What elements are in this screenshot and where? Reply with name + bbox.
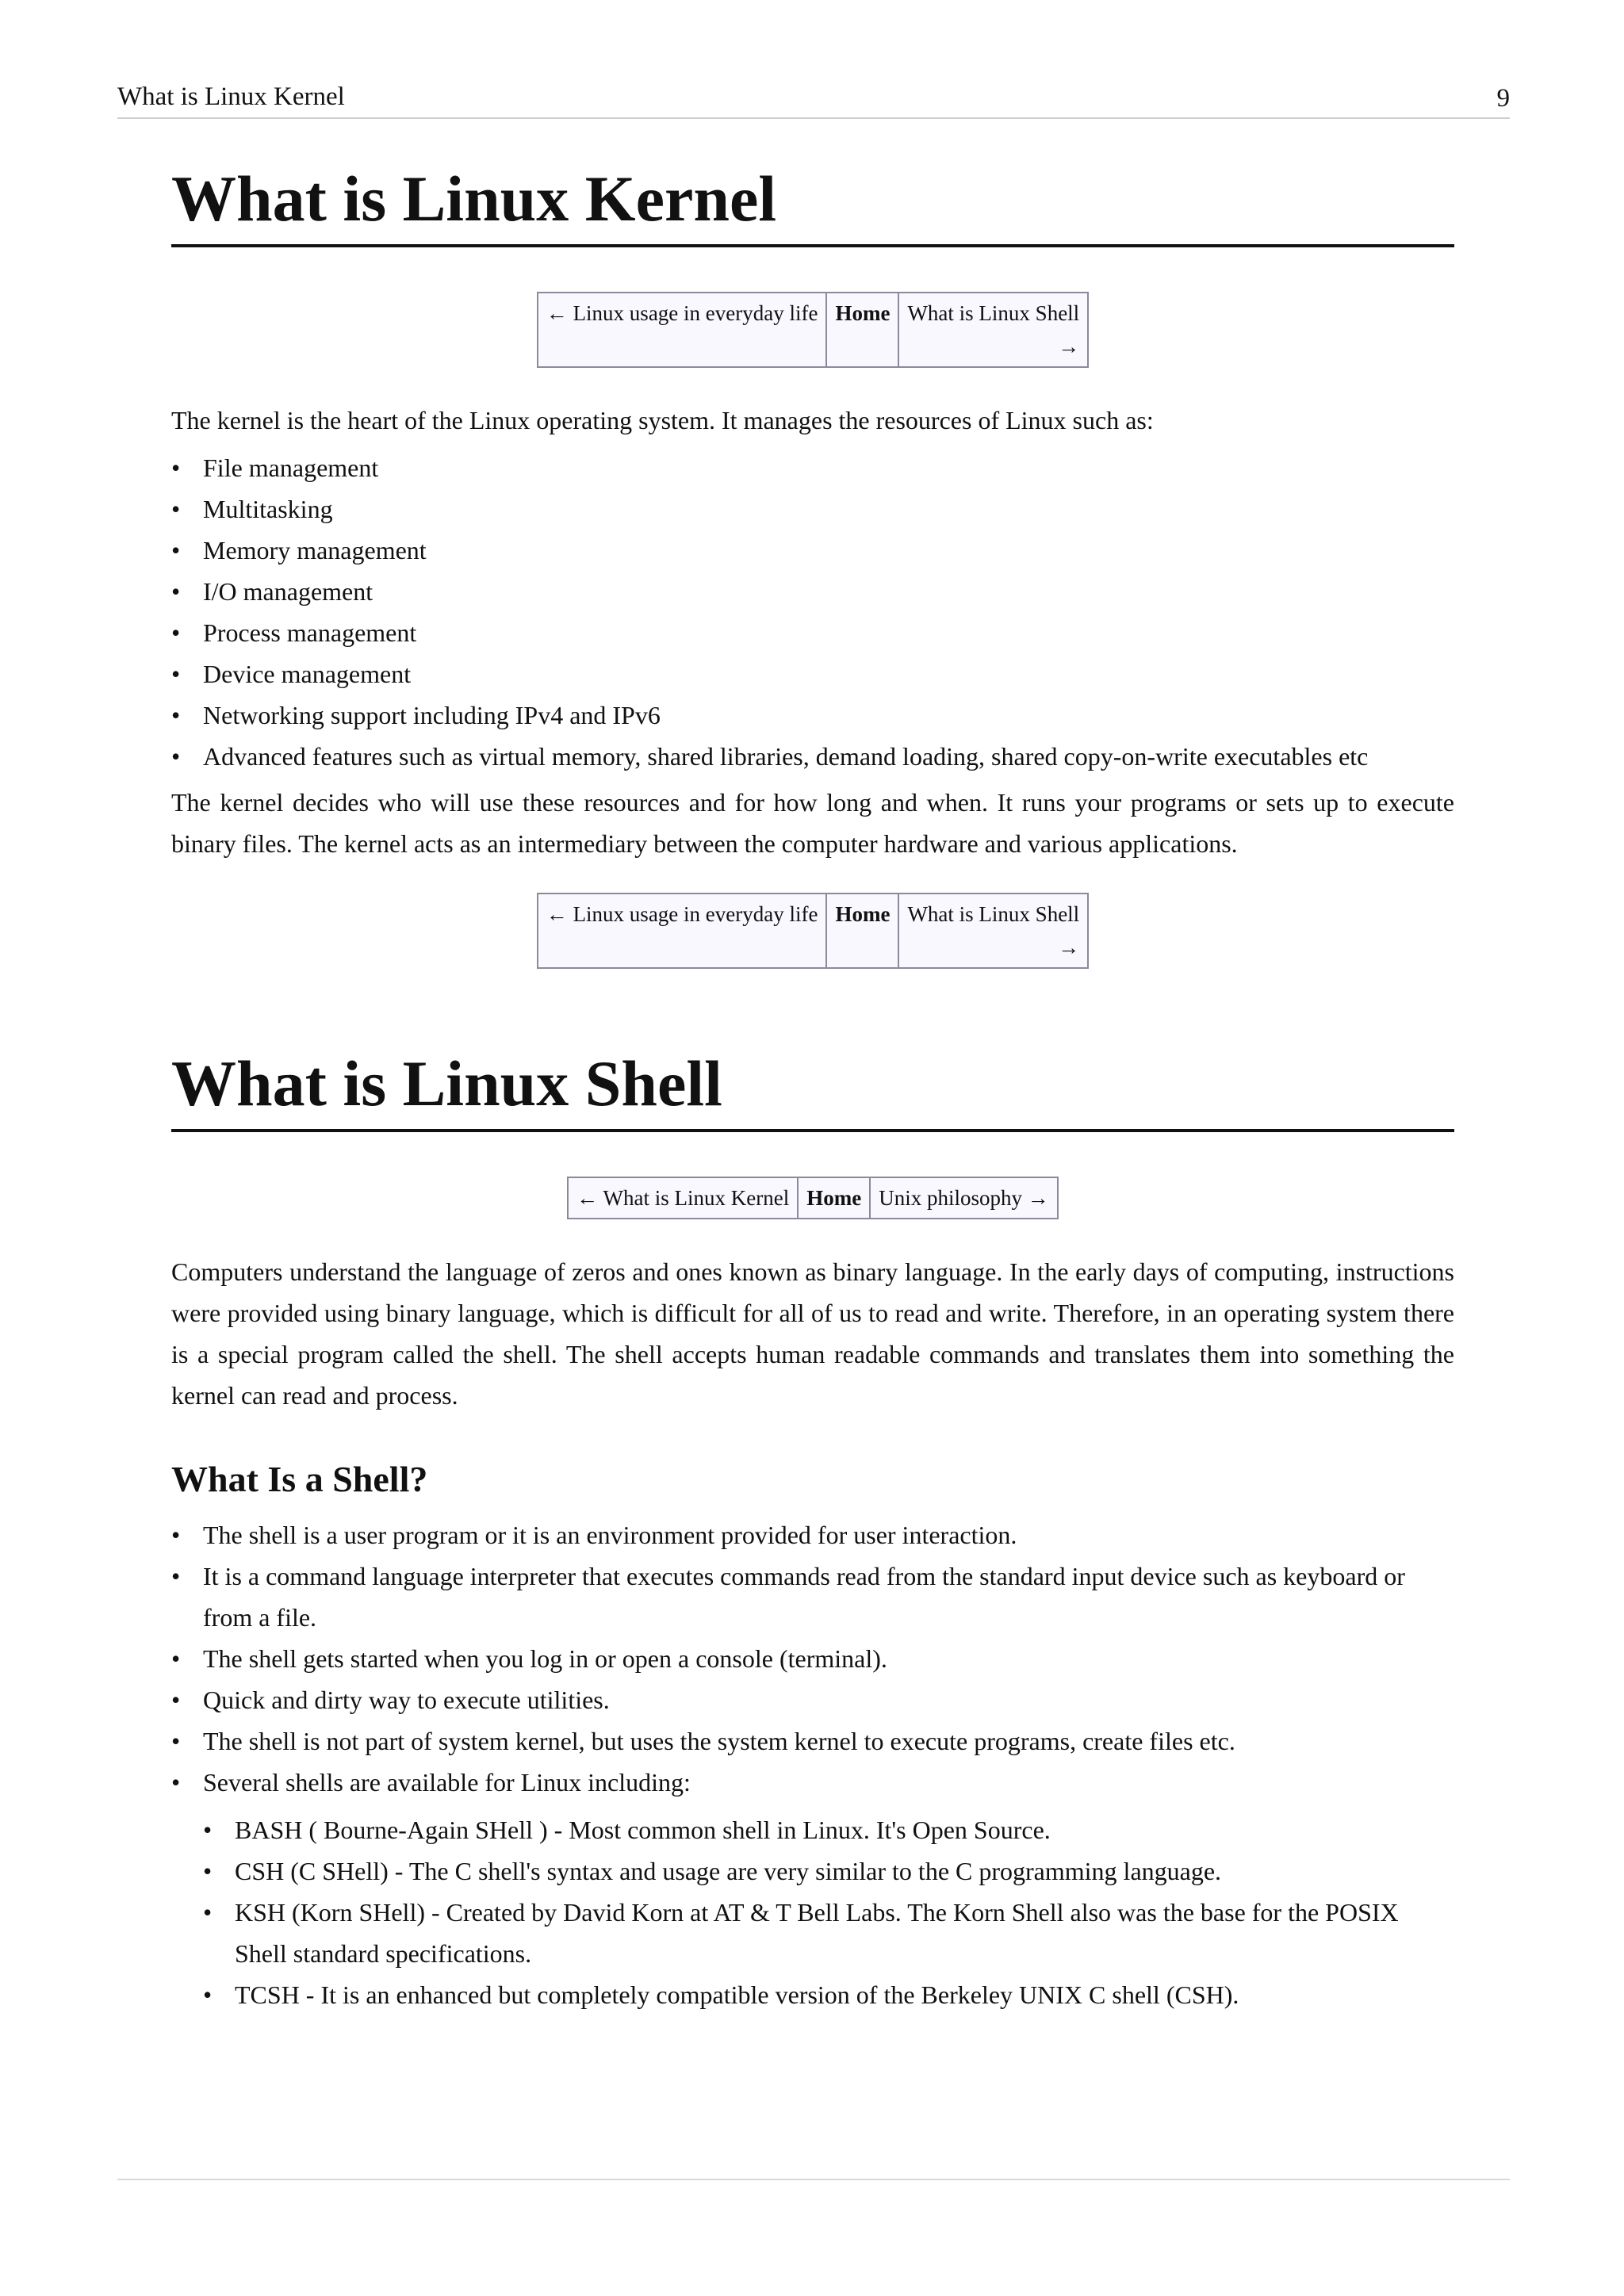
footer-divider [117,2179,1510,2180]
kernel-section-title: What is Linux Kernel [171,155,1454,247]
list-item: • TCSH - It is an enhanced but completely compatible version of the Berkeley UNIX C shell (CSH). [235,1974,1454,2015]
nav-next-arrow: → [1058,936,1080,959]
page-number: 9 [1496,84,1510,113]
running-title: What is Linux Kernel [117,82,345,111]
nav-next-link[interactable] [898,293,1088,367]
shell-points-list [171,1514,1454,2015]
list-item: • Networking support including IPv4 and IPv6 [203,695,1454,736]
list-item: • The shell is a user program or it is an environment provided for user interaction. [203,1514,1454,1556]
list-item: • Device management [203,653,1454,695]
nav-prev-link[interactable]: ← What is Linux Kernel [568,1177,798,1219]
nav-next-link[interactable] [898,894,1088,968]
nav-next-label: What is Linux Shell [907,301,1080,325]
kernel-nav-top [171,292,1454,368]
page-header [117,76,1510,119]
nav-table [567,1177,1058,1219]
kernel-intro: The kernel is the heart of the Linux operating system. It manages the resources of Linux such as: [171,406,1154,434]
list-item: • The shell gets started when you log in or open a console (terminal). [203,1638,1454,1679]
list-item: • Memory management [203,530,1454,571]
list-item-text: Several shells are available for Linux including: [203,1768,691,1797]
list-item: • Advanced features such as virtual memory, shared libraries, demand loading, shared copy-on-write executables etc [203,736,1454,777]
nav-table [537,893,1089,969]
shell-types-list [203,1809,1454,2015]
shell-section-title: What is Linux Shell [171,1040,1454,1132]
list-item: • Quick and dirty way to execute utilities. [203,1679,1454,1720]
list-item: • Process management [203,612,1454,653]
shell-intro: Computers understand the language of zeros and ones known as binary language. In the early days of computing, instructions were provided using binary language, which is difficult for all of us to read and write. Therefore, in an operating system there is a special program called the shell. The shell accepts human readable commands and translates them into something the kernel can read and process. [171,1257,1454,1410]
nav-next-label: What is Linux Shell [907,902,1080,926]
list-item: • File management [203,447,1454,488]
nav-next-arrow: → [1058,335,1080,358]
list-item: • BASH ( Bourne-Again SHell ) - Most common shell in Linux. It's Open Source. [235,1809,1454,1850]
kernel-closing: The kernel decides who will use these resources and for how long and when. It runs your programs or sets up to execute binary files. The kernel acts as an intermediary between the computer hardware and various applications. [171,788,1454,858]
nav-home-link[interactable]: Home [826,894,898,968]
nav-home-link[interactable]: Home [826,293,898,367]
page-content [171,155,1454,2020]
kernel-resource-list [171,447,1454,777]
shell-subheading: What Is a Shell? [171,1459,428,1499]
nav-next-link[interactable]: Unix philosophy → [870,1177,1058,1219]
list-item: • The shell is not part of system kernel, but uses the system kernel to execute programs, create files etc. [203,1720,1454,1762]
nav-table [537,292,1089,368]
kernel-nav-bottom [171,893,1454,969]
list-item: • CSH (C SHell) - The C shell's syntax and usage are very similar to the C programming language. [235,1850,1454,1892]
nav-prev-link[interactable]: ← Linux usage in everyday life [538,293,827,367]
list-item: • KSH (Korn SHell) - Created by David Korn at AT & T Bell Labs. The Korn Shell also was the base for the POSIX Shell standard specifications. [235,1892,1454,1974]
list-item [203,1762,1454,2015]
nav-home-link[interactable]: Home [798,1177,870,1219]
section-gap [171,969,1454,1040]
list-item: • I/O management [203,571,1454,612]
list-item: • Multitasking [203,488,1454,530]
list-item: • It is a command language interpreter that executes commands read from the standard input device such as keyboard or from a file. [203,1556,1454,1638]
shell-nav [171,1177,1454,1219]
nav-prev-link[interactable]: ← Linux usage in everyday life [538,894,827,968]
